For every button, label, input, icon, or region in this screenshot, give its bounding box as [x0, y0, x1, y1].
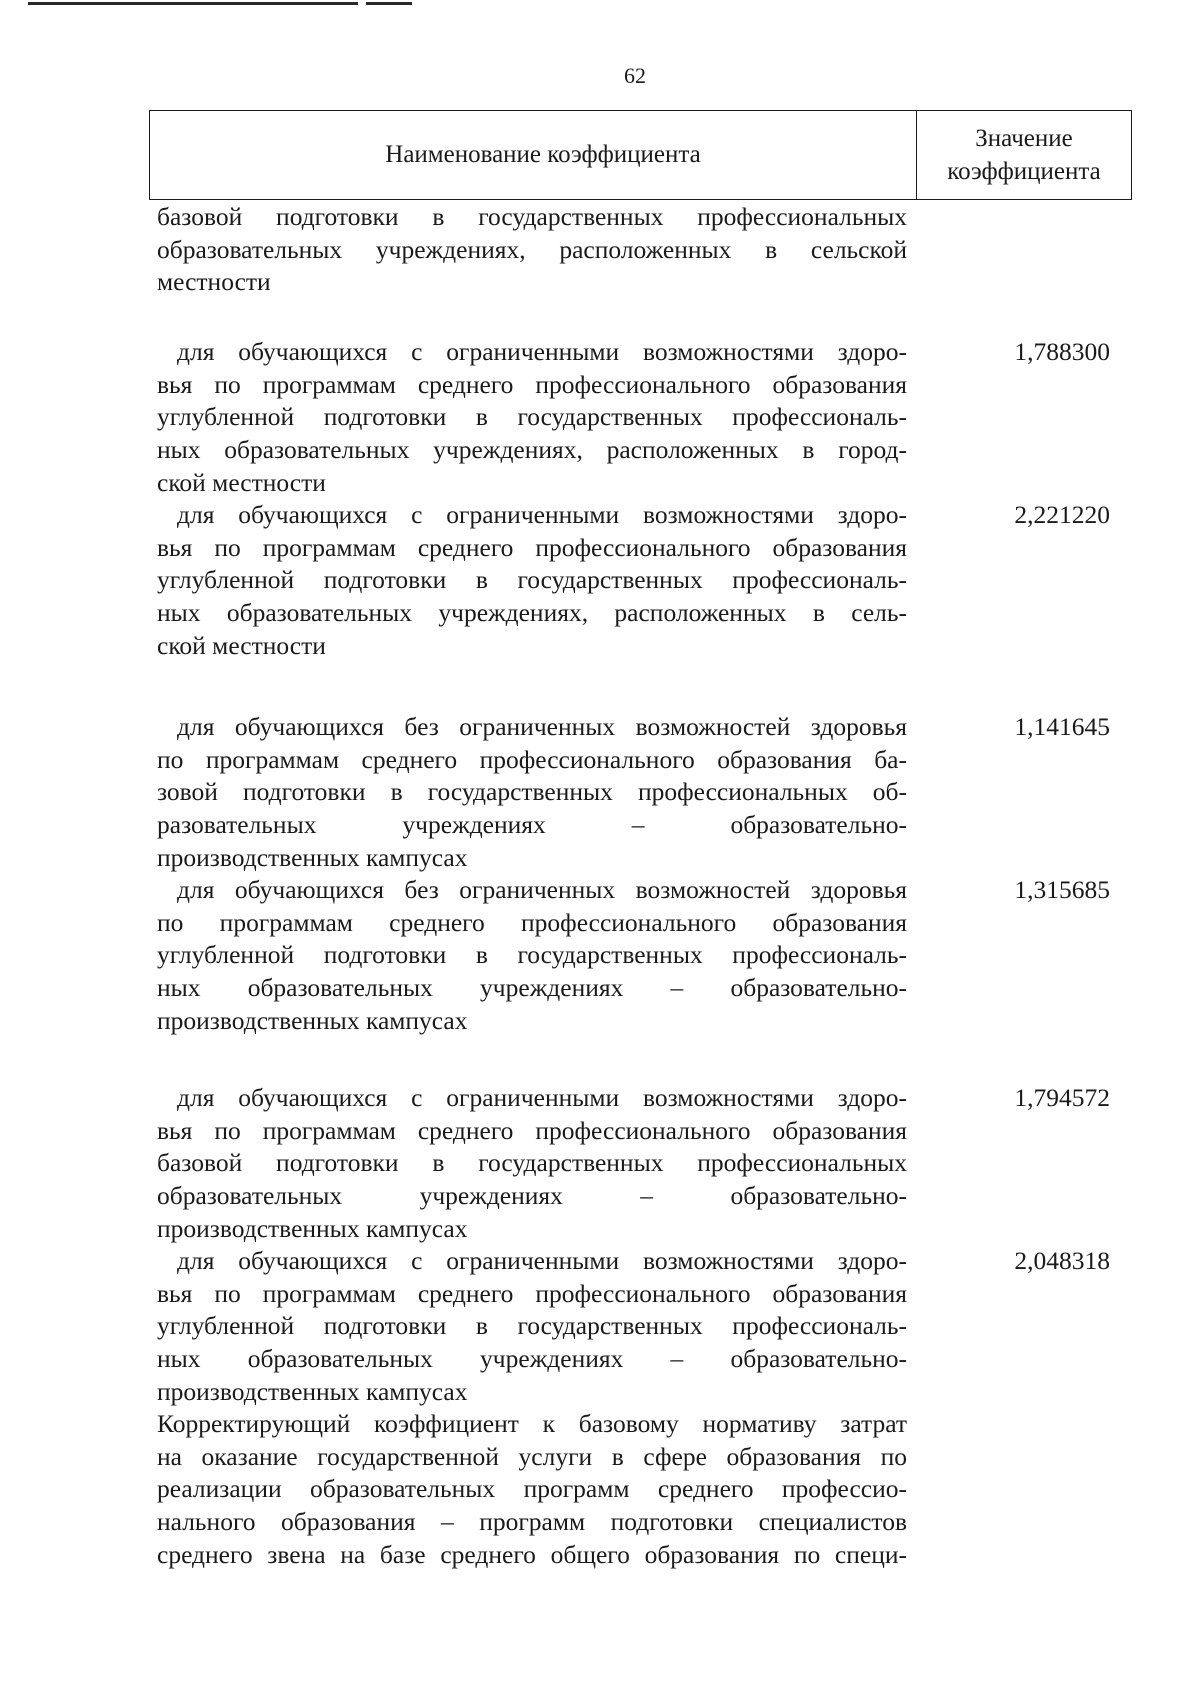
entry-line: образовательных учреждениях – образовательно-	[157, 1181, 907, 1211]
entry-line: ных образовательных учреждениях – образовательно-	[157, 973, 907, 1003]
entry-line: реализации образовательных программ среднего профессио-	[157, 1474, 907, 1504]
entry-line: ской местности	[157, 467, 326, 497]
coefficient-value: 1,794572	[1014, 1083, 1110, 1112]
coefficient-entry	[157, 336, 907, 500]
coefficient-entry	[157, 711, 907, 875]
value-column-header	[917, 111, 1131, 199]
coefficient-entry	[157, 499, 907, 663]
table-header	[149, 110, 1132, 200]
entry-line: ных образовательных учреждениях, расположенных в сель-	[157, 598, 907, 628]
entry-line: нального образования – программ подготовки специалистов	[157, 1507, 907, 1537]
entry-line: углубленной подготовки в государственных профессиональ-	[157, 1311, 907, 1341]
entry-line: вья по программам среднего профессионального образования	[157, 532, 907, 562]
entry-line: вья по программам среднего профессионального образования	[157, 1115, 907, 1145]
entry-line: вья по программам среднего профессионального образования	[157, 1278, 907, 1308]
entry-line: углубленной подготовки в государственных профессиональ-	[157, 940, 907, 970]
page-number: 62	[624, 63, 646, 88]
coefficient-value: 2,048318	[1014, 1246, 1110, 1275]
entry-line: вья по программам среднего профессионального образования	[157, 369, 907, 399]
entry-line: среднего звена на базе среднего общего образования по специ-	[157, 1539, 907, 1569]
corrective-coefficient-entry	[157, 1408, 907, 1572]
entry-line: базовой подготовки в государственных профессиональных	[157, 1148, 907, 1178]
coefficient-entry	[157, 1082, 907, 1246]
entry-line: для обучающихся с ограниченными возможностями здоро-	[177, 1083, 907, 1112]
entry-line: производственных кампусах	[157, 1376, 468, 1406]
entry-line: для обучающихся с ограниченными возможностями здоро-	[177, 337, 907, 366]
entry-line: базовой подготовки в государственных профессиональных	[157, 202, 907, 231]
top-rule-left	[28, 2, 358, 5]
entry-line: для обучающихся с ограниченными возможностями здоро-	[177, 500, 907, 529]
value-column-header-line1: Значение	[975, 125, 1073, 152]
entry-line: производственных кампусах	[157, 842, 468, 872]
coefficient-entry	[157, 1245, 907, 1409]
name-column-header: Наименование коэффициента	[150, 111, 917, 199]
coefficient-entry	[157, 874, 907, 1038]
entry-line: Корректирующий коэффициент к базовому нормативу затрат	[157, 1409, 907, 1438]
entry-line: ных образовательных учреждениях, расположенных в город-	[157, 435, 907, 465]
entry-line: производственных кампусах	[157, 1005, 468, 1035]
coefficient-value: 1,315685	[1014, 875, 1110, 904]
entry-line: разовательных учреждениях – образовательно-	[157, 810, 907, 840]
entry-line: углубленной подготовки в государственных профессиональ-	[157, 565, 907, 595]
entry-line: зовой подготовки в государственных профессиональных об-	[157, 777, 907, 807]
entry-line: образовательных учреждениях, расположенных в сельской	[157, 234, 907, 264]
entry-line: местности	[157, 267, 271, 297]
entry-line: ных образовательных учреждениях – образовательно-	[157, 1344, 907, 1374]
entry-line: на оказание государственной услуги в сфере образования по	[157, 1441, 907, 1471]
coefficient-value: 1,141645	[1014, 712, 1110, 741]
entry-line: углубленной подготовки в государственных профессиональ-	[157, 402, 907, 432]
value-column-header-line2: коэффициента	[947, 158, 1101, 185]
entry-line: ской местности	[157, 630, 326, 660]
coefficient-value: 2,221220	[1014, 500, 1110, 529]
entry-line: производственных кампусах	[157, 1213, 468, 1243]
entry-line: для обучающихся с ограниченными возможностями здоро-	[177, 1246, 907, 1275]
coefficient-value: 1,788300	[1014, 337, 1110, 366]
entry-line: по программам среднего профессионального образования	[157, 907, 907, 937]
entry-line: по программам среднего профессионального образования ба-	[157, 744, 907, 774]
coefficient-entry-continuation	[157, 201, 907, 299]
top-rule-right	[366, 2, 412, 5]
entry-line: для обучающихся без ограниченных возможностей здоровья	[177, 712, 907, 741]
entry-line: для обучающихся без ограниченных возможностей здоровья	[177, 875, 907, 904]
